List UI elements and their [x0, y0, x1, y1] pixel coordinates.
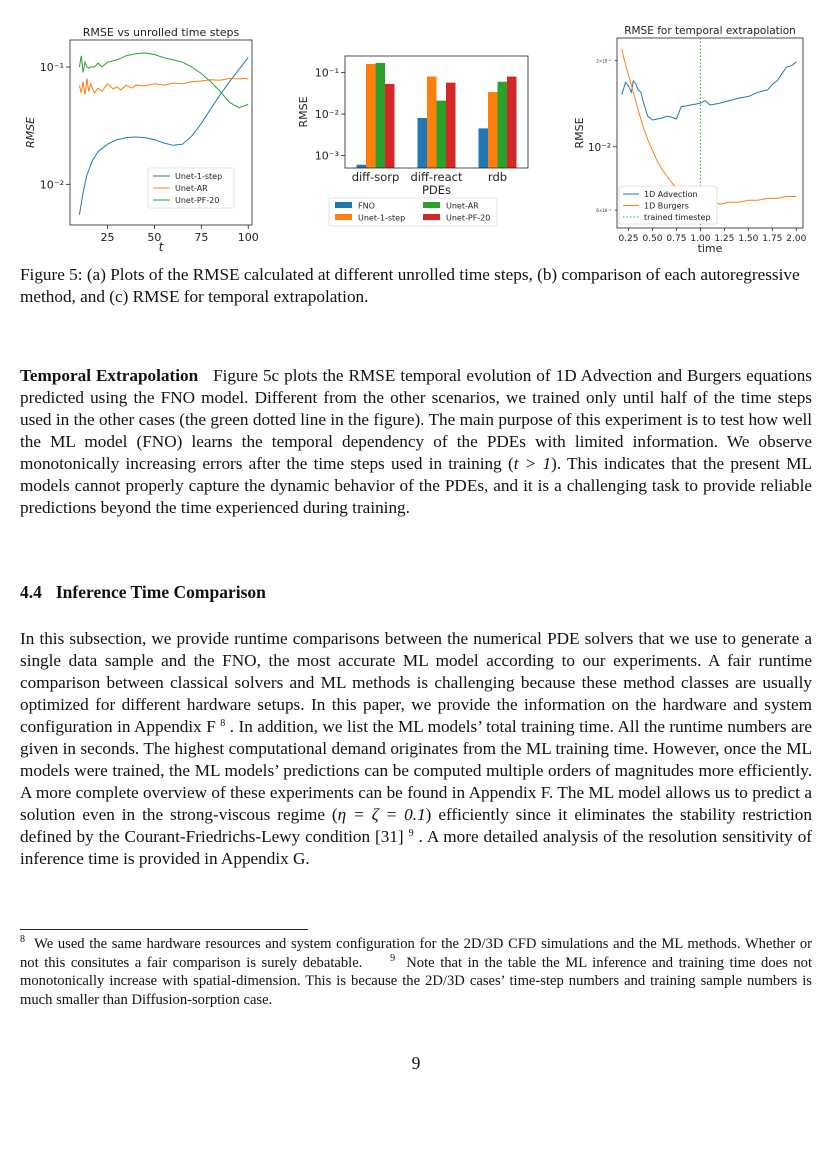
x-tick-label: 100 [237, 231, 259, 244]
y-tick-label: 2×10⁻² [596, 58, 611, 64]
chart-title: RMSE vs unrolled time steps [82, 26, 240, 39]
y-tick-label: 10⁻² [39, 178, 64, 192]
legend-swatch [423, 214, 440, 220]
footnote-ref-8[interactable]: 8 [220, 718, 226, 729]
series-line-1d-advection [622, 62, 797, 120]
y-tick-label: 10⁻³ [314, 149, 339, 163]
paragraph-heading: Temporal Extrapolation [20, 366, 199, 385]
legend-swatch [335, 202, 352, 208]
y-axis-label: RMSE [24, 116, 37, 149]
bar-diff-react-fno [418, 118, 428, 168]
section-title: Inference Time Comparison [55, 582, 266, 602]
bar-diff-sorp-fno [357, 165, 367, 168]
series-line-unet-ar [79, 78, 248, 94]
x-tick-label: 1.00 [690, 234, 711, 244]
chart-rmse-vs-unrolled-steps [0, 0, 270, 260]
section-heading [20, 582, 266, 603]
legend-label: Unet-1-step [175, 172, 223, 181]
x-axis-label: time [697, 242, 723, 255]
legend-swatch [335, 214, 352, 220]
footnote-8: We used the same hardware resources and system configuration for the 2D/3D CFD simulations and the ML methods. Whether or not this consitutes a fair comparison is surely debatable. [20, 936, 812, 971]
y-tick-label: 10⁻¹ [39, 61, 64, 75]
x-tick-label: rdb [487, 170, 508, 184]
inline-math: η = ζ = 0.1 [337, 805, 426, 824]
x-tick-label: 25 [100, 231, 115, 244]
x-tick-label: 0.75 [666, 234, 687, 244]
bar-rdb-unet-pf-20 [507, 77, 517, 168]
legend-label: Unet-AR [175, 184, 208, 193]
footnote-9: Note that in the table the ML inference and training time does not monotonically increase with spatial-dimension. This is because the 2D/3D cases’ time-step numbers and training sample numbers is much smaller than Diffusion-sorption case. [20, 954, 813, 1008]
legend-swatch [423, 202, 440, 208]
footnote-mark-9: 9 [390, 952, 396, 964]
y-tick-label: 10⁻² [314, 108, 339, 122]
x-tick-label: 0.25 [618, 234, 639, 244]
x-tick-label: diff-react [410, 170, 463, 184]
legend-label: trained timestep [644, 213, 711, 222]
x-axis-label: PDEs [421, 183, 452, 197]
legend-label: Unet-1-step [358, 213, 406, 223]
figure-caption: Figure 5: (a) Plots of the RMSE calculated at different unrolled time steps, (b) comparison of each autoregressive method, and (c) RMSE for temporal extrapolation. [20, 265, 800, 306]
legend-label: 1D Burgers [644, 201, 689, 211]
x-tick-label: 1.75 [762, 234, 783, 244]
page-number: 9 [411, 1053, 421, 1073]
bar-rdb-unet-1-step [488, 92, 498, 168]
legend-label: Unet-AR [446, 201, 479, 211]
paragraph-text: . A more detailed analysis of the resolution sensitivity of inference time is provided in Appendix G. [20, 827, 813, 868]
x-tick-label: 1.25 [714, 234, 735, 244]
chart-rmse-temporal-extrapolation [555, 0, 832, 260]
x-tick-label: 0.50 [642, 234, 663, 244]
footnote-mark-8: 8 [20, 934, 25, 945]
y-tick-label: 10⁻¹ [314, 66, 339, 80]
chart-title: RMSE for temporal extrapolation [624, 25, 796, 37]
series-line-unet-pf-20 [79, 53, 248, 108]
x-tick-label: 50 [147, 231, 162, 244]
legend-label: FNO [358, 201, 375, 211]
paragraph-text: ) efficiently since it eliminates the stability restriction defined by the Courant-Friedrichs-Lewy condition [31] [20, 805, 812, 846]
bar-diff-react-unet-pf-20 [446, 83, 456, 168]
footnote-rule [20, 929, 308, 930]
paragraph-text: ). This indicates that the present ML models cannot properly capture the dynamic behavior of the PDEs, and it is a challenging task to provide reliable predictions beyond the time experienced during training. [20, 454, 813, 517]
bar-diff-sorp-unet-ar [376, 63, 386, 168]
figure-5 [0, 0, 832, 260]
bar-diff-sorp-unet-1-step [366, 64, 376, 168]
chart-rmse-per-pde [280, 0, 525, 260]
paragraph-text: In this subsection, we provide runtime comparisons between the numerical PDE solvers that we use to generate a single data sample and the FNO, the most accurate ML model according to our experiments. A fair runtime comparison between classical solvers and ML methods is challenging because these method classes are usually optimized for different hardware setups. In this paper, we provide the information on the hardware and system configuration in Appendix F [20, 629, 812, 736]
x-tick-label: diff-sorp [351, 170, 400, 184]
bar-diff-react-unet-ar [437, 101, 447, 168]
series-line-1d-burgers [622, 49, 797, 204]
footnotes [20, 935, 812, 1009]
bar-diff-react-unet-1-step [427, 77, 437, 168]
section-number: 4.4 [20, 582, 42, 602]
legend-label: Unet-PF-20 [446, 213, 491, 223]
y-tick-label: 6×10⁻³ [596, 208, 611, 214]
temporal-extrapolation-paragraph [20, 365, 812, 519]
x-axis-label: t [158, 240, 164, 254]
bar-rdb-unet-ar [498, 82, 508, 168]
bar-rdb-fno [479, 128, 489, 168]
inline-math: t > 1 [513, 454, 552, 473]
y-tick-label: 10⁻² [587, 141, 611, 154]
footnote-ref-9[interactable]: 9 [408, 828, 414, 839]
legend-label: Unet-PF-20 [175, 196, 220, 205]
x-tick-label: 1.50 [738, 234, 759, 244]
paragraph-text: . In addition, we list the ML models’ total training time. All the runtime numbers are given in seconds. The highest computational demand originates from the ML training time. However, once the ML models were trained, the ML models’ predictions can be computed multiple orders of magnitudes more efficiently. A more complete overview of these experiments can be found in Appendix F. The ML model allows us to predict a solution even in the strong-viscous regime ( [20, 717, 813, 824]
y-axis-label: RMSE [573, 117, 586, 149]
x-tick-label: 75 [194, 231, 209, 244]
x-tick-label: 2.00 [786, 234, 807, 244]
inference-time-paragraph [20, 628, 812, 870]
bar-diff-sorp-unet-pf-20 [385, 84, 395, 168]
y-axis-label: RMSE [297, 96, 310, 128]
legend-label: 1D Advection [644, 190, 698, 199]
paragraph-text: Figure 5c plots the RMSE temporal evolution of 1D Advection and Burgers equations predicted using the FNO model. Different from the other scenarios, we trained only until half of the time steps used in the other cases (the green dotted line in the figure). The main purpose of this experiment is to test how well the ML model (FNO) learns the temporal dependency of the PDEs with limited information. We observe monotonically increasing errors after the time steps used in training ( [20, 366, 812, 473]
